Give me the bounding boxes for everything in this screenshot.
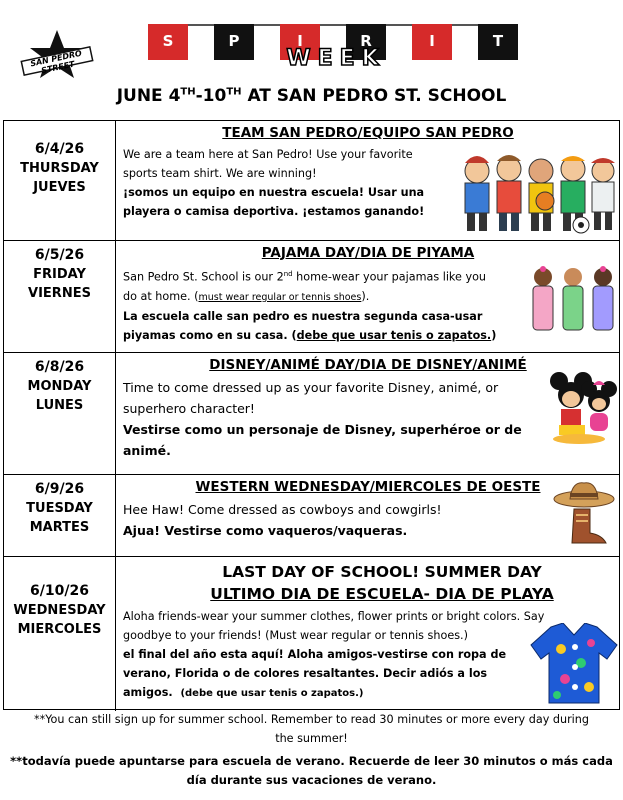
- description-line: superhero character!: [123, 401, 255, 416]
- day-es: LUNES: [35, 398, 84, 413]
- theme-title: WESTERN WEDNESDAY/MIERCOLES DE OESTE: [195, 479, 541, 495]
- theme-title: LAST DAY OF SCHOOL! SUMMER DAY: [222, 563, 542, 581]
- footer-notes: [0, 710, 623, 790]
- banner-flag: R: [346, 24, 386, 60]
- description-line: goodbye to your friends! (Must wear regular or tennis shoes.): [123, 629, 468, 642]
- description-line: San Pedro St. School is our 2nd home-wear your pajamas like you: [123, 270, 487, 284]
- day-es: VIERNES: [28, 286, 91, 301]
- schedule-table: [3, 120, 620, 710]
- footer-line: **todavía puede apuntarse para escuela de verano. Recuerde de leer 30 minutos o más cada: [10, 754, 613, 768]
- table-row: [4, 121, 619, 241]
- date-cell: [4, 557, 116, 711]
- date-cell: [4, 121, 116, 240]
- table-row: [4, 475, 619, 557]
- day-en: THURSDAY: [20, 161, 99, 176]
- footer-line: the summer!: [275, 732, 348, 745]
- cowboy-hat-boot-icon: [552, 479, 616, 549]
- sports-kids-illustration: [459, 149, 617, 235]
- description-line: el final del año esta aquí! Aloha amigos-vestirse con ropa de: [123, 648, 507, 661]
- date-cell: [4, 475, 116, 556]
- table-row: [4, 241, 619, 353]
- description-line: Aloha friends-wear your summer clothes, flower prints or bright colors. Say: [123, 610, 545, 623]
- school-logo: [18, 28, 96, 88]
- day-es: MARTES: [29, 520, 90, 535]
- date: 6/5/26: [34, 247, 85, 263]
- description-line: Time to come dressed up as your favorite Disney, animé, or: [123, 380, 499, 395]
- date: 6/8/26: [34, 359, 85, 375]
- description-line: Ajua! Vestirse como vaqueros/vaqueras.: [123, 523, 408, 538]
- theme-title: PAJAMA DAY/DIA DE PIYAMA: [261, 245, 475, 261]
- description-line: verano, Florida o de colores resaltantes. Decir adiós a los: [123, 667, 488, 680]
- day-es: JUEVES: [33, 180, 86, 195]
- day-en: TUESDAY: [26, 501, 93, 516]
- banner-string: [148, 24, 518, 26]
- date: 6/4/26: [34, 141, 85, 157]
- description-line: Hee Haw! Come dressed as cowboys and cowgirls!: [123, 502, 442, 517]
- date: 6/10/26: [30, 583, 89, 599]
- banner-flag: I: [280, 24, 320, 60]
- description-line: La escuela calle san pedro es nuestra segunda casa-usar: [123, 309, 483, 323]
- banner-flag: I: [412, 24, 452, 60]
- theme-title: DISNEY/ANIMÉ DAY/DIA DE DISNEY/ANIMÉ: [209, 357, 527, 373]
- theme-title: ULTIMO DIA DE ESCUELA- DIA DE PLAYA: [210, 585, 554, 603]
- content-cell: [117, 475, 619, 556]
- description-line: ¡somos un equipo en nuestra escuela! Usar una: [123, 186, 425, 199]
- day-es: MIERCOLES: [17, 622, 102, 637]
- description-line: do at home. (must wear regular or tennis shoes).: [123, 289, 370, 303]
- date-cell: [4, 241, 116, 352]
- date: 6/9/26: [34, 481, 85, 497]
- spirit-week-banner: [148, 10, 518, 72]
- description-line: sports team shirt. We are winning!: [123, 167, 317, 180]
- day-en: FRIDAY: [33, 267, 86, 282]
- banner-flag: T: [478, 24, 518, 60]
- page-title: JUNE 4TH-10TH AT SAN PEDRO ST. SCHOOL: [116, 86, 507, 106]
- date-cell: [4, 353, 116, 474]
- banner-flag: P: [214, 24, 254, 60]
- content-cell: [117, 353, 619, 474]
- description-line: Vestirse como un personaje de Disney, superhéroe or de: [123, 422, 522, 437]
- footer-line: **You can still sign up for summer school. Remember to read 30 minutes or more every day during: [34, 713, 589, 726]
- day-en: MONDAY: [27, 379, 92, 394]
- hawaiian-shirt-illustration: [529, 623, 619, 705]
- description-line: We are a team here at San Pedro! Use your favorite: [123, 148, 413, 161]
- description-line: piyamas como en su casa. (debe que usar tenis o zapatos.): [123, 328, 497, 342]
- pajama-kids-illustration: [529, 265, 617, 335]
- table-row: [4, 353, 619, 475]
- logo-text: SAN PEDRO STREET: [29, 48, 83, 76]
- banner-flag: S: [148, 24, 188, 60]
- footer-line: día durante sus vacaciones de verano.: [186, 773, 437, 787]
- disney-characters-illustration: [549, 369, 617, 445]
- description-line: playera o camisa deportiva. ¡estamos ganando!: [123, 205, 425, 218]
- theme-title: TEAM SAN PEDRO/EQUIPO SAN PEDRO: [222, 125, 514, 141]
- day-en: WEDNESDAY: [13, 603, 106, 618]
- table-row: [4, 557, 619, 711]
- banner-week-word: WEEK: [286, 46, 386, 71]
- description-line: animé.: [123, 443, 171, 458]
- description-line: amigos. (debe que usar tenis o zapatos.): [123, 686, 364, 699]
